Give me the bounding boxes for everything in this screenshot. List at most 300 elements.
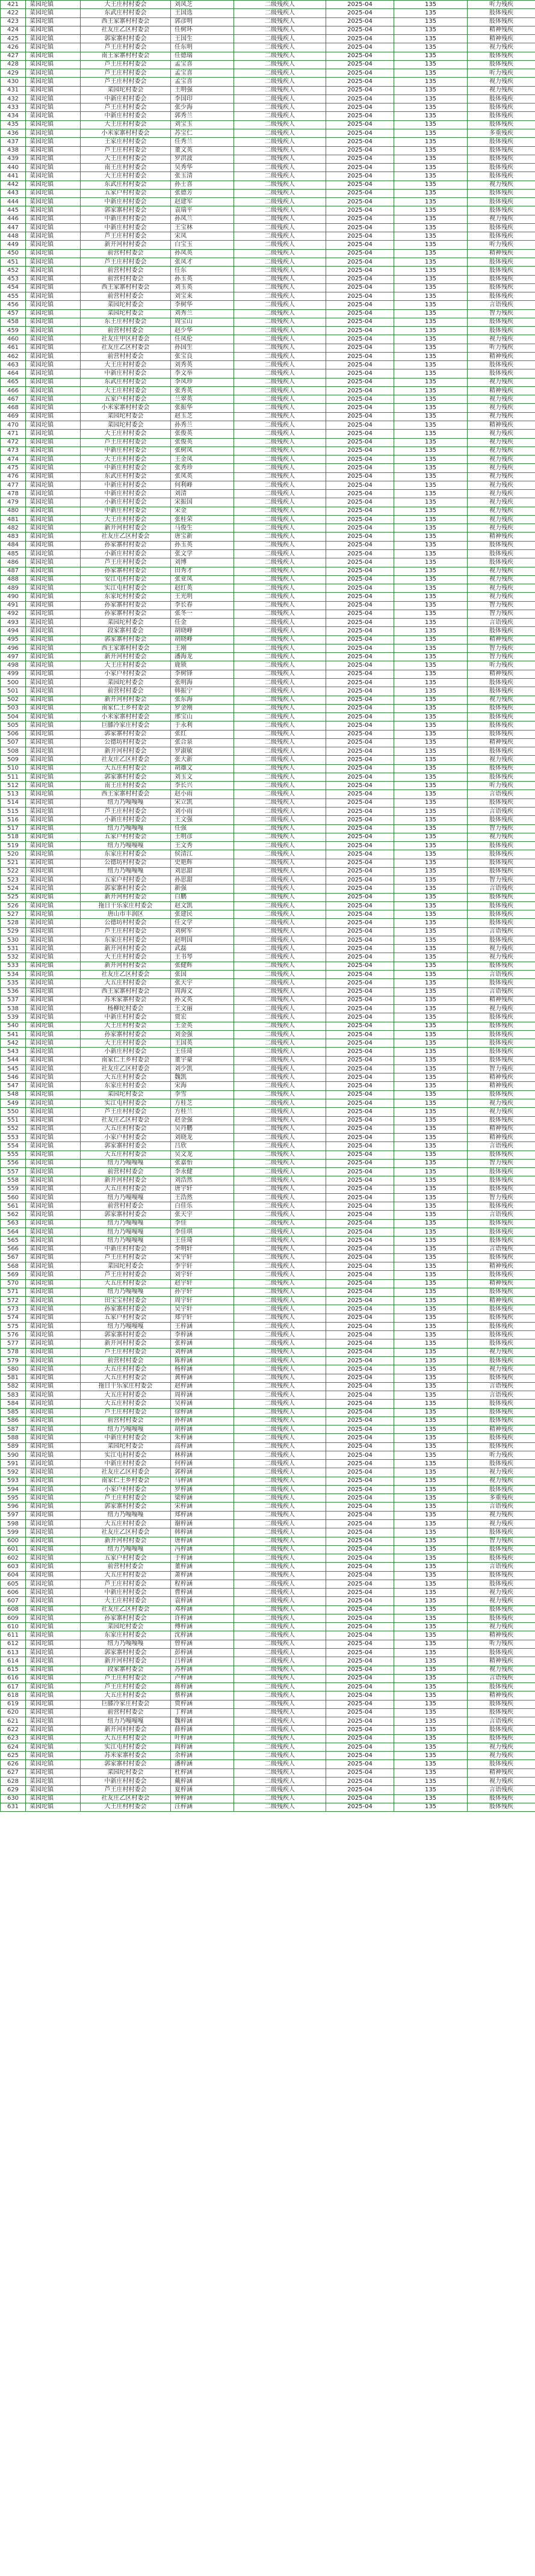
row-index: 604 xyxy=(1,1571,26,1580)
amount-cell: 135 xyxy=(394,558,468,567)
name-cell: 孙秀兰 xyxy=(171,421,234,430)
village-cell: 大五庄村村委会 xyxy=(81,764,171,773)
disability-type-cell: 肢体残疾 xyxy=(468,1683,535,1691)
period-cell: 2025-04 xyxy=(326,1262,394,1271)
period-cell: 2025-04 xyxy=(326,1382,394,1391)
row-index: 631 xyxy=(1,1803,26,1811)
township-cell: 菜园坨镇 xyxy=(26,164,81,172)
name-cell: 李佳琪 xyxy=(171,1228,234,1236)
name-cell: 罗金刚 xyxy=(171,704,234,712)
disability-level-cell: 二级残疾人 xyxy=(234,971,326,979)
village-cell: 中新庄村村委会 xyxy=(81,446,171,455)
village-cell: 中新庄村村委会 xyxy=(81,198,171,206)
row-index: 506 xyxy=(1,730,26,738)
amount-cell: 135 xyxy=(394,773,468,781)
disability-type-cell: 智力残疾 xyxy=(468,824,535,833)
amount-cell: 135 xyxy=(394,619,468,627)
village-cell: 小新庄村村委会 xyxy=(81,1048,171,1056)
disability-level-cell: 二级残疾人 xyxy=(234,1760,326,1768)
amount-cell: 135 xyxy=(394,996,468,1004)
table-row xyxy=(1,232,535,241)
disability-type-cell: 言语残疾 xyxy=(468,987,535,996)
disability-level-cell: 二级残疾人 xyxy=(234,421,326,430)
disability-type-cell: 肢体残疾 xyxy=(468,1030,535,1039)
disability-level-cell: 二级残疾人 xyxy=(234,756,326,764)
row-index: 503 xyxy=(1,704,26,712)
row-index: 547 xyxy=(1,1082,26,1090)
disability-type-cell: 肢体残疾 xyxy=(468,713,535,721)
village-cell: 郭家寨村村委会 xyxy=(81,1331,171,1339)
name-cell: 郭彦明 xyxy=(171,17,234,26)
village-cell: 芦王庄村村委会 xyxy=(81,1408,171,1416)
row-index: 475 xyxy=(1,464,26,472)
disability-type-cell: 精神残疾 xyxy=(468,1279,535,1288)
row-index: 424 xyxy=(1,26,26,34)
disability-level-cell: 二级残疾人 xyxy=(234,1082,326,1090)
row-index: 425 xyxy=(1,35,26,43)
disability-type-cell: 精神残疾 xyxy=(468,386,535,395)
period-cell: 2025-04 xyxy=(326,601,394,610)
disability-level-cell: 二级残疾人 xyxy=(234,327,326,335)
disability-level-cell: 二级残疾人 xyxy=(234,1039,326,1048)
disability-type-cell: 精神残疾 xyxy=(468,35,535,43)
table-row xyxy=(1,1176,535,1185)
village-cell: 五家户村村委会 xyxy=(81,395,171,404)
disability-type-cell: 言语残疾 xyxy=(468,1211,535,1219)
township-cell: 菜园坨镇 xyxy=(26,738,81,747)
disability-type-cell: 肢体残疾 xyxy=(468,1056,535,1064)
period-cell: 2025-04 xyxy=(326,43,394,52)
name-cell: 任东 xyxy=(171,267,234,275)
table-row xyxy=(1,103,535,112)
row-index: 455 xyxy=(1,292,26,301)
disability-type-cell: 视力残疾 xyxy=(468,78,535,86)
name-cell: 潘梓涵 xyxy=(171,1760,234,1768)
township-cell: 菜园坨镇 xyxy=(26,1460,81,1468)
disability-type-cell: 肢体残疾 xyxy=(468,292,535,301)
period-cell: 2025-04 xyxy=(326,164,394,172)
disability-level-cell: 二级残疾人 xyxy=(234,1631,326,1640)
village-cell: 东家庄村村委会 xyxy=(81,1082,171,1090)
disability-type-cell: 视力残疾 xyxy=(468,1348,535,1356)
table-row xyxy=(1,515,535,524)
disability-level-cell: 二级残疾人 xyxy=(234,1545,326,1554)
village-cell: 拖日干乐家庄村委会 xyxy=(81,901,171,910)
period-cell: 2025-04 xyxy=(326,575,394,584)
township-cell: 菜园坨镇 xyxy=(26,181,81,189)
township-cell: 菜园坨镇 xyxy=(26,1168,81,1176)
disability-type-cell: 视力残疾 xyxy=(468,593,535,601)
period-cell: 2025-04 xyxy=(326,490,394,498)
amount-cell: 135 xyxy=(394,1649,468,1657)
township-cell: 菜园坨镇 xyxy=(26,653,81,661)
table-row xyxy=(1,601,535,610)
township-cell: 菜园坨镇 xyxy=(26,1391,81,1400)
village-cell: 苏米家寨村委会 xyxy=(81,1752,171,1760)
disability-type-cell: 肢体残疾 xyxy=(468,283,535,292)
table-row xyxy=(1,1134,535,1142)
period-cell: 2025-04 xyxy=(326,782,394,790)
village-cell: 菜园坨村委会 xyxy=(81,619,171,627)
disability-type-cell: 肢体残疾 xyxy=(468,318,535,326)
period-cell: 2025-04 xyxy=(326,885,394,893)
period-cell: 2025-04 xyxy=(326,17,394,26)
disability-level-cell: 二级残疾人 xyxy=(234,885,326,893)
village-cell: 西王家寨村村委会 xyxy=(81,790,171,798)
township-cell: 菜园坨镇 xyxy=(26,1528,81,1537)
row-index: 617 xyxy=(1,1683,26,1691)
amount-cell: 135 xyxy=(394,927,468,936)
disability-level-cell: 二级残疾人 xyxy=(234,1743,326,1751)
row-index: 469 xyxy=(1,412,26,421)
disability-level-cell: 二级残疾人 xyxy=(234,155,326,163)
table-row xyxy=(1,627,535,635)
disability-level-cell: 二级残疾人 xyxy=(234,1134,326,1142)
disability-type-cell: 肢体残疾 xyxy=(468,550,535,558)
amount-cell: 135 xyxy=(394,584,468,593)
period-cell: 2025-04 xyxy=(326,1700,394,1708)
table-row xyxy=(1,593,535,601)
disability-type-cell: 精神残疾 xyxy=(468,1297,535,1305)
amount-cell: 135 xyxy=(394,953,468,962)
disability-type-cell: 言语残疾 xyxy=(468,619,535,627)
disability-level-cell: 二级残疾人 xyxy=(234,1365,326,1374)
row-index: 581 xyxy=(1,1374,26,1382)
row-index: 627 xyxy=(1,1768,26,1777)
period-cell: 2025-04 xyxy=(326,464,394,472)
disability-type-cell: 肢体残疾 xyxy=(468,773,535,781)
table-row xyxy=(1,1253,535,1262)
name-cell: 张俊英 xyxy=(171,438,234,446)
period-cell: 2025-04 xyxy=(326,919,394,927)
period-cell: 2025-04 xyxy=(326,1400,394,1408)
village-cell: 社友庄甲区村委会 xyxy=(81,335,171,344)
row-index: 600 xyxy=(1,1537,26,1545)
amount-cell: 135 xyxy=(394,318,468,326)
table-row xyxy=(1,1219,535,1228)
township-cell: 菜园坨镇 xyxy=(26,1279,81,1288)
row-index: 585 xyxy=(1,1408,26,1416)
village-cell: 五家户村村委会 xyxy=(81,1314,171,1322)
disability-level-cell: 二级残疾人 xyxy=(234,404,326,412)
name-cell: 宋宇轩 xyxy=(171,1253,234,1262)
table-row xyxy=(1,1348,535,1356)
township-cell: 菜园坨镇 xyxy=(26,267,81,275)
amount-cell: 135 xyxy=(394,1666,468,1674)
village-cell: 纽力乃嘎嘎嘎 xyxy=(81,1193,171,1202)
row-index: 461 xyxy=(1,344,26,352)
village-cell: 大王庄村村委会 xyxy=(81,953,171,962)
period-cell: 2025-04 xyxy=(326,1657,394,1666)
disability-type-cell: 肢体残疾 xyxy=(468,541,535,549)
row-index: 626 xyxy=(1,1760,26,1768)
table-row xyxy=(1,1503,535,1511)
township-cell: 菜园坨镇 xyxy=(26,26,81,34)
amount-cell: 135 xyxy=(394,1339,468,1348)
amount-cell: 135 xyxy=(394,17,468,26)
table-row xyxy=(1,1108,535,1116)
village-cell: 前营村村委会 xyxy=(81,267,171,275)
disability-level-cell: 二级残疾人 xyxy=(234,1176,326,1185)
township-cell: 菜园坨镇 xyxy=(26,1099,81,1108)
disability-level-cell: 二级残疾人 xyxy=(234,1030,326,1039)
name-cell: 董文英 xyxy=(171,146,234,155)
disability-level-cell: 二级残疾人 xyxy=(234,86,326,94)
village-cell: 小新庄村村委会 xyxy=(81,498,171,507)
name-cell: 任文学 xyxy=(171,919,234,927)
disability-level-cell: 二级残疾人 xyxy=(234,1614,326,1622)
row-index: 533 xyxy=(1,962,26,970)
name-cell: 董梓涵 xyxy=(171,1563,234,1571)
row-index: 568 xyxy=(1,1262,26,1271)
disability-type-cell: 听力残疾 xyxy=(468,782,535,790)
disability-level-cell: 二级残疾人 xyxy=(234,430,326,438)
amount-cell: 135 xyxy=(394,369,468,378)
table-row xyxy=(1,1520,535,1528)
township-cell: 菜园坨镇 xyxy=(26,747,81,756)
table-row xyxy=(1,1425,535,1434)
row-index: 442 xyxy=(1,181,26,189)
township-cell: 菜园坨镇 xyxy=(26,1064,81,1073)
row-index: 553 xyxy=(1,1134,26,1142)
table-row xyxy=(1,1099,535,1108)
table-row xyxy=(1,1717,535,1726)
disability-level-cell: 二级残疾人 xyxy=(234,653,326,661)
table-row xyxy=(1,1416,535,1425)
amount-cell: 135 xyxy=(394,1202,468,1211)
township-cell: 菜园坨镇 xyxy=(26,996,81,1004)
disability-level-cell: 二级残疾人 xyxy=(234,361,326,369)
table-row xyxy=(1,241,535,249)
period-cell: 2025-04 xyxy=(326,35,394,43)
period-cell: 2025-04 xyxy=(326,86,394,94)
name-cell: 刘玉文 xyxy=(171,773,234,781)
table-row xyxy=(1,472,535,481)
township-cell: 菜园坨镇 xyxy=(26,1005,81,1013)
table-row xyxy=(1,850,535,859)
disability-level-cell: 二级残疾人 xyxy=(234,412,326,421)
village-cell: 新开河村村委会 xyxy=(81,1657,171,1666)
amount-cell: 135 xyxy=(394,1159,468,1167)
amount-cell: 135 xyxy=(394,1322,468,1330)
village-cell: 芦王庄村村委会 xyxy=(81,807,171,815)
table-row xyxy=(1,782,535,790)
row-index: 529 xyxy=(1,927,26,936)
village-cell: 大王庄村村委会 xyxy=(81,1039,171,1048)
township-cell: 菜园坨镇 xyxy=(26,1623,81,1631)
disability-type-cell: 听力残疾 xyxy=(468,661,535,670)
name-cell: 李明轩 xyxy=(171,1245,234,1253)
row-index: 431 xyxy=(1,86,26,94)
name-cell: 罗洪波 xyxy=(171,155,234,163)
period-cell: 2025-04 xyxy=(326,361,394,369)
disability-type-cell: 肢体残疾 xyxy=(468,558,535,567)
village-cell: 田宝宝村村委会 xyxy=(81,1297,171,1305)
village-cell: 大王庄村村委会 xyxy=(81,661,171,670)
disability-level-cell: 二级残疾人 xyxy=(234,979,326,987)
disability-level-cell: 二级残疾人 xyxy=(234,78,326,86)
table-row xyxy=(1,541,535,549)
amount-cell: 135 xyxy=(394,696,468,704)
amount-cell: 135 xyxy=(394,1374,468,1382)
table-row xyxy=(1,1605,535,1614)
disability-type-cell: 视力残疾 xyxy=(468,1108,535,1116)
table-row xyxy=(1,971,535,979)
disability-level-cell: 二级残疾人 xyxy=(234,593,326,601)
name-cell: 张天宇 xyxy=(171,979,234,987)
name-cell: 刘凤芝 xyxy=(171,1,234,9)
period-cell: 2025-04 xyxy=(326,653,394,661)
village-cell: 芦王庄村村委会 xyxy=(81,927,171,936)
village-cell: 公德坊村村委会 xyxy=(81,859,171,867)
table-row xyxy=(1,43,535,52)
township-cell: 菜园坨镇 xyxy=(26,189,81,197)
village-cell: 巨膝冷家庄村委会 xyxy=(81,1700,171,1708)
village-cell: 东武庄村村委会 xyxy=(81,472,171,481)
amount-cell: 135 xyxy=(394,1331,468,1339)
township-cell: 菜园坨镇 xyxy=(26,1382,81,1391)
table-row xyxy=(1,1151,535,1159)
township-cell: 菜园坨镇 xyxy=(26,1743,81,1751)
period-cell: 2025-04 xyxy=(326,1528,394,1537)
row-index: 443 xyxy=(1,189,26,197)
disability-level-cell: 二级残疾人 xyxy=(234,1451,326,1459)
village-cell: 社友庄乙区村委会 xyxy=(81,533,171,541)
period-cell: 2025-04 xyxy=(326,1631,394,1640)
disability-level-cell: 二级残疾人 xyxy=(234,1202,326,1211)
disability-type-cell: 视力残疾 xyxy=(468,1623,535,1631)
period-cell: 2025-04 xyxy=(326,52,394,60)
amount-cell: 135 xyxy=(394,1271,468,1279)
name-cell: 王国生 xyxy=(171,35,234,43)
name-cell: 王金凤 xyxy=(171,456,234,464)
table-row xyxy=(1,1090,535,1099)
row-index: 480 xyxy=(1,507,26,515)
disability-level-cell: 二级残疾人 xyxy=(234,670,326,678)
row-index: 502 xyxy=(1,696,26,704)
village-cell: 前营村村委会 xyxy=(81,327,171,335)
disability-level-cell: 二级残疾人 xyxy=(234,1022,326,1030)
name-cell: 周海文 xyxy=(171,987,234,996)
name-cell: 潘海龙 xyxy=(171,653,234,661)
table-row xyxy=(1,1691,535,1700)
amount-cell: 135 xyxy=(394,1760,468,1768)
disability-type-cell: 肢体残疾 xyxy=(468,1700,535,1708)
disability-level-cell: 二级残疾人 xyxy=(234,1563,326,1571)
row-index: 462 xyxy=(1,352,26,360)
village-cell: 纽力乃嘎嘎嘎 xyxy=(81,1545,171,1554)
disability-level-cell: 二级残疾人 xyxy=(234,541,326,549)
amount-cell: 135 xyxy=(394,1803,468,1811)
township-cell: 菜园坨镇 xyxy=(26,764,81,773)
period-cell: 2025-04 xyxy=(326,850,394,859)
township-cell: 菜园坨镇 xyxy=(26,421,81,430)
village-cell: 前营村村委会 xyxy=(81,292,171,301)
township-cell: 菜园坨镇 xyxy=(26,971,81,979)
village-cell: 纽力乃嘎嘎嘎 xyxy=(81,798,171,807)
disability-type-cell: 精神残疾 xyxy=(468,1262,535,1271)
amount-cell: 135 xyxy=(394,1400,468,1408)
village-cell: 中新庄村村委会 xyxy=(81,507,171,515)
disability-type-cell: 肢体残疾 xyxy=(468,1545,535,1554)
disability-level-cell: 二级残疾人 xyxy=(234,1211,326,1219)
row-index: 623 xyxy=(1,1734,26,1743)
row-index: 430 xyxy=(1,78,26,86)
amount-cell: 135 xyxy=(394,1219,468,1228)
disability-level-cell: 二级残疾人 xyxy=(234,1683,326,1691)
row-index: 552 xyxy=(1,1125,26,1133)
amount-cell: 135 xyxy=(394,1468,468,1477)
disability-type-cell: 肢体残疾 xyxy=(468,1039,535,1048)
row-index: 595 xyxy=(1,1494,26,1503)
disability-level-cell: 二级残疾人 xyxy=(234,9,326,17)
disability-level-cell: 二级残疾人 xyxy=(234,550,326,558)
township-cell: 菜园坨镇 xyxy=(26,885,81,893)
township-cell: 菜园坨镇 xyxy=(26,86,81,94)
amount-cell: 135 xyxy=(394,678,468,687)
period-cell: 2025-04 xyxy=(326,953,394,962)
village-cell: 段家寨村委会 xyxy=(81,1666,171,1674)
amount-cell: 135 xyxy=(394,335,468,344)
township-cell: 菜园坨镇 xyxy=(26,1030,81,1039)
village-cell: 菜园坨村委会 xyxy=(81,421,171,430)
table-row xyxy=(1,619,535,627)
disability-level-cell: 二级残疾人 xyxy=(234,472,326,481)
name-cell: 许梓涵 xyxy=(171,1614,234,1622)
township-cell: 菜园坨镇 xyxy=(26,9,81,17)
period-cell: 2025-04 xyxy=(326,558,394,567)
amount-cell: 135 xyxy=(394,867,468,876)
disability-type-cell: 精神残疾 xyxy=(468,635,535,644)
row-index: 550 xyxy=(1,1108,26,1116)
township-cell: 菜园坨镇 xyxy=(26,430,81,438)
period-cell: 2025-04 xyxy=(326,893,394,901)
village-cell: 拖日干乐家庄村委会 xyxy=(81,1382,171,1391)
disability-type-cell: 肢体残疾 xyxy=(468,704,535,712)
table-row xyxy=(1,1228,535,1236)
amount-cell: 135 xyxy=(394,1116,468,1125)
disability-level-cell: 二级残疾人 xyxy=(234,464,326,472)
row-index: 610 xyxy=(1,1623,26,1631)
row-index: 620 xyxy=(1,1708,26,1717)
disability-type-cell: 精神残疾 xyxy=(468,1657,535,1666)
village-cell: 中新庄村村委会 xyxy=(81,1460,171,1468)
disability-type-cell: 言语残疾 xyxy=(468,1142,535,1151)
disability-type-cell: 言语残疾 xyxy=(468,1563,535,1571)
table-row xyxy=(1,361,535,369)
disability-type-cell: 肢体残疾 xyxy=(468,1416,535,1425)
disability-type-cell: 言语残疾 xyxy=(468,1786,535,1794)
period-cell: 2025-04 xyxy=(326,670,394,678)
disability-level-cell: 二级残疾人 xyxy=(234,901,326,910)
township-cell: 菜园坨镇 xyxy=(26,550,81,558)
village-cell: 大王庄村村委会 xyxy=(81,515,171,524)
disability-type-cell: 肢体残疾 xyxy=(468,1760,535,1768)
disability-level-cell: 二级残疾人 xyxy=(234,1382,326,1391)
table-row xyxy=(1,1056,535,1064)
row-index: 452 xyxy=(1,267,26,275)
period-cell: 2025-04 xyxy=(326,1030,394,1039)
disability-type-cell: 肢体残疾 xyxy=(468,798,535,807)
disability-level-cell: 二级残疾人 xyxy=(234,833,326,841)
disability-level-cell: 二级残疾人 xyxy=(234,1159,326,1167)
row-index: 426 xyxy=(1,43,26,52)
township-cell: 菜园坨镇 xyxy=(26,730,81,738)
township-cell: 菜园坨镇 xyxy=(26,1211,81,1219)
disability-level-cell: 二级残疾人 xyxy=(234,876,326,885)
name-cell: 王佳琦 xyxy=(171,1048,234,1056)
amount-cell: 135 xyxy=(394,1442,468,1451)
